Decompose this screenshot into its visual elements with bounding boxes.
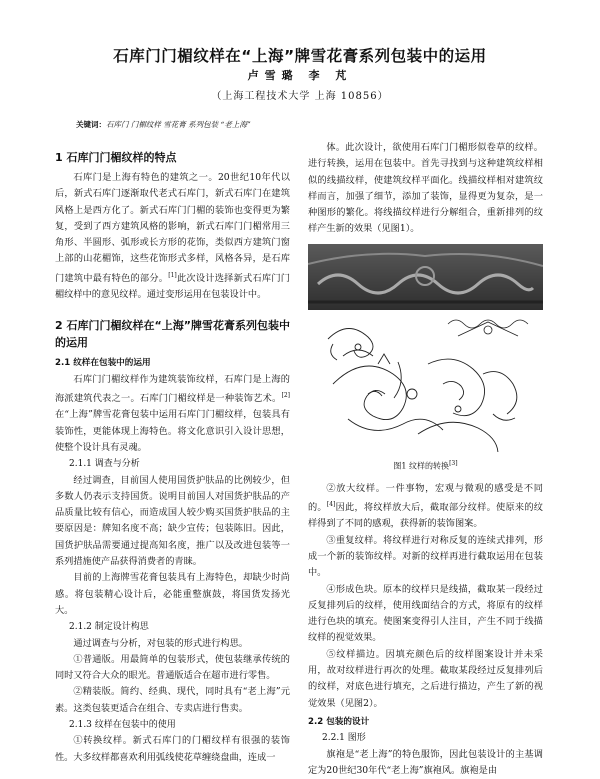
paragraph: ⑤纹样描边。因填充颜色后的纹样图案设计并未采用，故对纹样进行再次的处理。截取某段经过反复排列后的纹样，对底色进行填充，之后进行描边，产生了新的视觉效果（见图2）。 (308, 648, 543, 709)
citation: [2] (281, 392, 290, 400)
section-2-1-3-heading: 2.1.3 纹样在包装中的使用 (69, 720, 176, 731)
paragraph: 旗袍是“老上海”的特色服饰，因此包装设计的主基调定为20世纪30年代“老上海”旗袍风。旗袍是由 (308, 748, 543, 776)
ornament-figure (308, 244, 543, 452)
scroll-ornament-left (328, 328, 373, 360)
section-1-heading: 1 石库门门楣纹样的特点 (55, 151, 177, 164)
section-2-1-paragraph: 石库门门楣纹样作为建筑装饰纹样，石库门是上海的海派建筑代表之一。石库门门楣纹样是一种装饰艺术。[2]在“上海”牌雪花膏包装中运用石库门门楣纹样，包装具有装饰性，更能体现上海特色。将文化意识引入设计思想，使整个设计具有灵魂。 (55, 373, 290, 453)
paragraph: ①转换纹样。新式石库门的门楣纹样有很强的装饰性。大多纹样都喜欢利用弧线使花草缠绕盘曲，连成一 (55, 735, 290, 763)
section-2-1-1-heading: 2.1.1 调查与分析 (69, 459, 140, 470)
section-1-paragraph: 石库门是上海有特色的建筑之一。20世纪10年代以后，新式石库门逐渐取代老式石库门，新式石库门在建筑风格上是西方化了。新式石库门门楣的装饰也变得更为繁复，受到了西方建筑风格的影响，新式石库门门楣常用三角形、半圆形、弧形或长方形的花饰，类似西方建筑门窗上部的山花楣饰，这些花饰形式多样，风格各异，是石库门建筑中最有特色的部分。[1]此次设计选择新式石库门门楣纹样中的意见纹样。通过变形运用在包装设计中。 (55, 172, 290, 301)
citation: [1] (168, 271, 177, 279)
paragraph: 通过调查与分析，对包装的形式进行构思。 (73, 637, 248, 649)
paragraph: 经过调查，目前国人使用国货护肤品的比例较少，但多数人仍表示支持国货。说明目前国人对国货护肤品的产品质量比较有信心，而造成国人较少购买国货护肤品的主要原因是：牌知名度不高；缺少宣传；包装陈旧。因此，国货护肤品需要通过提高知名度，推广以及改进包装等一系列措施使产品获得消费者的青睐。 (55, 474, 290, 568)
paragraph: 目前的上海牌雪花膏包装具有上海特色，却缺少时尚感。将包装精心设计后，必能重整旗鼓，将国货发扬光大。 (55, 572, 290, 616)
paper-affiliation: （上海工程技术大学 上海 10856） (211, 91, 389, 102)
right-column (308, 140, 543, 779)
scrollwork-ornament (333, 354, 517, 452)
paragraph: ③重复纹样。将纹样进行对称反复的连续式排列，形成一个新的装饰纹样。对新的纹样再进行截取运用在包装中。 (308, 534, 543, 579)
citation: [3] (449, 459, 458, 467)
paragraph: ②放大纹样。一件事物，宏观与微观的感受是不同的。[4]因此，将纹样放大后，截取部分纹样。使原来的纹样得到了不同的感观，获得新的装饰图案。 (308, 482, 543, 530)
figure-1-caption: 图1 纹样的转换[3] (393, 459, 458, 471)
section-2-1-heading: 2.1 纹样在包装中的运用 (55, 358, 151, 369)
section-2-1-2-heading: 2.1.2 制定设计构思 (69, 622, 149, 633)
keywords-label: 关键词： (76, 120, 106, 129)
left-column (55, 140, 290, 766)
small-ornament (448, 320, 528, 336)
citation: [4] (326, 501, 336, 509)
figure-1 (308, 244, 543, 452)
keywords (76, 119, 251, 130)
paragraph: 体。此次设计，欲使用石库门门楣形似卷草的纹样。进行转换，运用在包装中。首先寻找到与这种建筑纹样相似的线描纹样，使建筑纹样平面化。线描纹样相对建筑纹样而言，加强了细节，添加了装饰，显得更为复杂，是一种图形的繁化。将线描纹样进行分解组合，重新排列的纹样产生新的效果（见图1）。 (308, 142, 543, 235)
paragraph: ④形成色块。原本的纹样只是线描，截取某一段经过反复排列后的纹样，使用线面结合的方式，将原有的纹样进行色块的填充。使图案变得引人注目，产生不同于线描纹样的视觉效果。 (308, 583, 543, 644)
paper-title: 石库门门楣纹样在“上海”牌雪花膏系列包装中的运用 (113, 47, 487, 65)
section-2-heading: 2 石库门门楣纹样在“上海”牌雪花膏系列包装中的运用 (55, 319, 290, 350)
paragraph: ①普通版。用最简单的包装形式，使包装继承传统的同时又符合大众的眼光。普通版适合在超市进行零售。 (55, 653, 290, 682)
paragraph: ②精装版。简约、经典、现代，同时具有“老上海”元素。这类包装更适合在组合、专卖店进行售卖。 (55, 686, 290, 714)
section-2-2-1-heading: 2.2.1 图形 (322, 733, 366, 744)
section-2-2-heading: 2.2 包装的设计 (308, 716, 370, 727)
paper-authors: 卢雪璐 李 芃 (247, 69, 353, 82)
keywords-list: 石库门 门楣纹样 雪花膏 系列包装 “老上海” (106, 120, 251, 129)
